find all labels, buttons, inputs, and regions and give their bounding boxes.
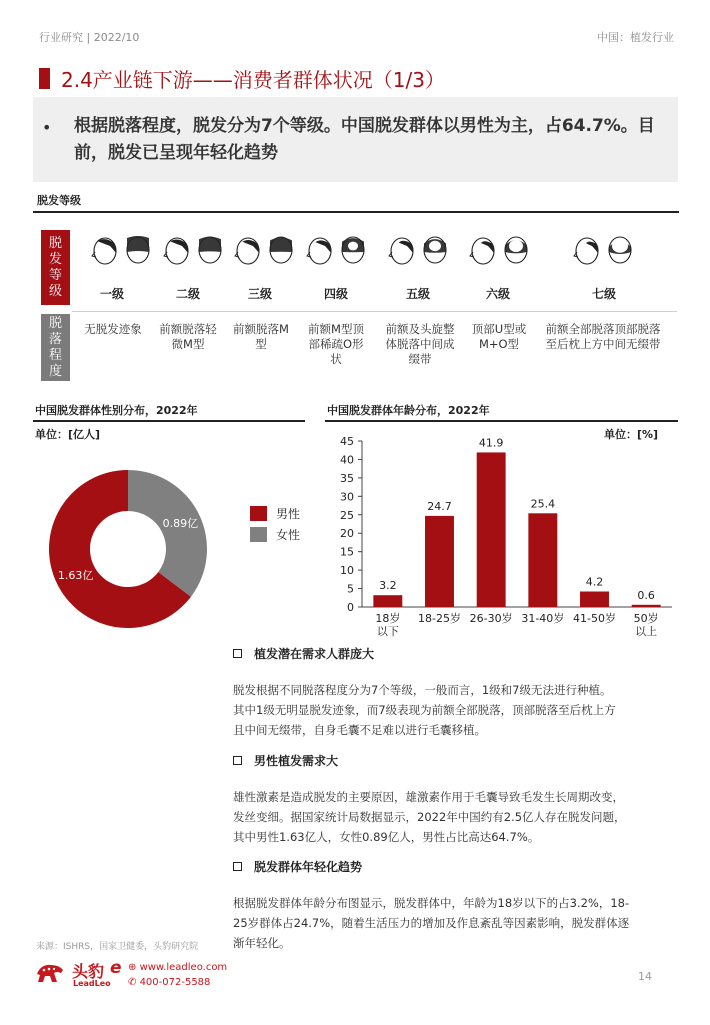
age-chart-unit: 单位：[%] bbox=[604, 428, 659, 441]
gender-chart-unit: 单位：[亿人] bbox=[35, 428, 101, 441]
x-category-label: 41-50岁 bbox=[573, 612, 616, 625]
head-illustration-grade-7-icon bbox=[570, 232, 640, 268]
section-1-paragraph bbox=[233, 680, 677, 740]
grade-7-pattern: 前额全部脱落顶部脱落至后枕上方中间无缀带 bbox=[545, 322, 661, 351]
x-category-label: 18-25岁 bbox=[418, 612, 461, 625]
age-chart-rule bbox=[325, 420, 678, 422]
phone-icon: ✆ bbox=[128, 977, 140, 988]
y-tick-label: 30 bbox=[340, 490, 354, 504]
grade-6-pattern: 顶部U型或M+O型 bbox=[471, 322, 527, 351]
section-3-heading bbox=[233, 858, 362, 875]
grade-side-label bbox=[41, 230, 70, 305]
grade-1-name: 一级 bbox=[99, 287, 124, 301]
pattern-side-label bbox=[41, 314, 70, 381]
section-2-line: 雄性激素是造成脱发的主要原因，雄激素作用于毛囊导致毛发生长周期改变， bbox=[233, 790, 624, 804]
head-illustration-grade-4-icon bbox=[303, 232, 373, 268]
grade-2-name: 二级 bbox=[175, 287, 200, 301]
website-link[interactable] bbox=[128, 962, 227, 973]
y-tick-label: 10 bbox=[340, 564, 354, 578]
x-category-label: 18岁 bbox=[375, 612, 401, 625]
x-category-label: 50岁 bbox=[633, 612, 659, 625]
globe-icon: ⊕ bbox=[128, 962, 140, 973]
bar-2 bbox=[477, 452, 506, 607]
legend-male-label: 男性 bbox=[276, 507, 301, 521]
logo-english-text: LeadLeo bbox=[73, 979, 111, 988]
section-1-line: 脱发根据不同脱落程度分为7个等级，一般而言，1级和7级无法进行种植。 bbox=[233, 683, 612, 697]
section-1-heading-text: 植发潜在需求人群庞大 bbox=[254, 647, 375, 661]
bar-4 bbox=[580, 592, 609, 607]
bar-1 bbox=[425, 516, 454, 607]
summary-bullet: • bbox=[42, 118, 52, 137]
logo-chinese-text: 头豹 bbox=[72, 962, 105, 981]
grade-table-separator bbox=[72, 311, 677, 312]
heads bbox=[574, 237, 631, 264]
gender-chart-rule bbox=[33, 420, 305, 422]
leopard-logo-icon bbox=[35, 960, 65, 985]
bar-data-label: 24.7 bbox=[427, 499, 452, 513]
heads bbox=[470, 237, 527, 264]
grade-2-pattern: 前额脱落轻微M型 bbox=[159, 322, 217, 351]
grade-5-name: 五级 bbox=[405, 287, 430, 301]
bar-data-label: 3.2 bbox=[379, 579, 397, 593]
checkbox-square-icon bbox=[233, 756, 242, 765]
bar-3 bbox=[528, 513, 557, 607]
website-text: www.leadleo.com bbox=[139, 962, 228, 973]
head-illustration-grade-1-icon bbox=[88, 232, 158, 268]
heads bbox=[235, 237, 292, 264]
gender-chart-title: 中国脱发群体性别分布，2022年 bbox=[35, 404, 198, 417]
section-3-line: 根据脱发群体年龄分布图显示，脱发群体中，年龄为18岁以下的占3.2%，18- bbox=[233, 896, 630, 910]
legend-male-swatch bbox=[250, 506, 267, 521]
y-tick-label: 35 bbox=[340, 471, 354, 485]
phone-text: 400-072-5588 bbox=[139, 977, 211, 988]
section-2-line: 发丝变细。据国家统计局数据显示，2022年中国约有2.5亿人存在脱发问题， bbox=[233, 810, 626, 824]
grade-7-name: 七级 bbox=[591, 287, 616, 301]
head-illustration-grade-3-icon bbox=[231, 232, 301, 268]
heads bbox=[164, 237, 221, 264]
grade-section-rule bbox=[33, 211, 679, 213]
legend-female-swatch bbox=[250, 527, 267, 542]
y-tick-label: 40 bbox=[340, 453, 354, 467]
checkbox-square-icon bbox=[233, 862, 242, 871]
section-2-heading-text: 男性植发需求大 bbox=[254, 754, 339, 768]
heads bbox=[389, 237, 446, 264]
head-illustration-grade-2-icon bbox=[160, 232, 230, 268]
bar-5 bbox=[632, 605, 661, 607]
pattern-side-text: 脱落程度 bbox=[48, 315, 62, 379]
grade-3-pattern: 前额脱落M型 bbox=[233, 322, 289, 351]
grade-6-name: 六级 bbox=[485, 287, 510, 301]
title-accent-bar bbox=[39, 68, 50, 89]
x-category-label: 以上 bbox=[635, 625, 658, 638]
summary-text: 根据脱落程度，脱发分为7个等级。中国脱发群体以男性为主，占64.7%。目前，脱发已呈现年轻化趋势 bbox=[74, 116, 655, 163]
grade-4-pattern: 前额M型顶部稀疏O形状 bbox=[308, 322, 364, 366]
section-3-heading-text: 脱发群体年轻化趋势 bbox=[254, 860, 363, 874]
gender-donut-chart bbox=[40, 440, 220, 640]
x-category-label: 26-30岁 bbox=[469, 612, 513, 625]
grade-1-pattern: 无脱发迹象 bbox=[84, 322, 142, 336]
source-note: 来源：ISHRS，国家卫健委，头豹研究院 bbox=[36, 942, 199, 952]
grade-3-name: 三级 bbox=[247, 287, 272, 301]
section-2-paragraph bbox=[233, 787, 677, 847]
donut-data-label: 1.63亿 bbox=[57, 569, 94, 583]
bar-data-label: 4.2 bbox=[585, 575, 604, 589]
grade-5-pattern: 前额及头旋整体脱落中间成缀带 bbox=[385, 322, 455, 366]
bar-data-label: 41.9 bbox=[478, 436, 504, 450]
heads bbox=[307, 237, 364, 264]
grade-side-text: 脱发等级 bbox=[48, 235, 62, 299]
y-tick-label: 45 bbox=[340, 435, 354, 448]
section-3-line: 25岁群体占24.7%，随着生活压力的增加及作息紊乱等因素影响，脱发群体逐 bbox=[233, 916, 630, 930]
checkbox-square-icon bbox=[233, 649, 242, 658]
section-1-line: 其中1级无明显脱发迹象，而7级表现为前额全部脱落，顶部脱落至后枕上方 bbox=[233, 703, 616, 717]
grade-section-heading: 脱发等级 bbox=[37, 194, 81, 207]
x-category-label: 以下 bbox=[376, 625, 399, 638]
head-illustration-grade-6-icon bbox=[466, 232, 536, 268]
heads bbox=[92, 236, 149, 264]
section-3-paragraph bbox=[233, 893, 677, 953]
y-tick-label: 25 bbox=[340, 508, 354, 522]
y-tick-label: 5 bbox=[347, 582, 354, 596]
bar-data-label: 0.6 bbox=[637, 588, 655, 602]
y-tick-label: 0 bbox=[347, 601, 354, 614]
section-1-heading bbox=[233, 645, 374, 662]
y-tick-label: 20 bbox=[340, 527, 354, 541]
header-right: 中国：植发行业 bbox=[597, 31, 674, 44]
header-left: 行业研究 | 2022/10 bbox=[39, 31, 140, 44]
section-2-heading bbox=[233, 752, 338, 769]
donut-data-label: 0.89亿 bbox=[162, 516, 199, 530]
age-bar-chart bbox=[325, 430, 680, 645]
page-number: 14 bbox=[638, 970, 652, 983]
age-chart-title: 中国脱发群体年龄分布，2022年 bbox=[327, 404, 490, 417]
head-illustration-grade-5-icon bbox=[385, 232, 455, 268]
legend-female-label: 女性 bbox=[276, 528, 301, 542]
section-2-line: 其中男性1.63亿人，女性0.89亿人，男性占比高达64.7%。 bbox=[233, 830, 540, 844]
page-title: 2.4产业链下游——消费者群体状况（1/3） bbox=[61, 68, 445, 92]
section-3-line: 渐年轻化。 bbox=[233, 936, 291, 950]
bar-data-label: 25.4 bbox=[530, 497, 556, 511]
y-tick-label: 15 bbox=[340, 545, 354, 559]
logo-e-mark: e bbox=[110, 958, 122, 978]
bar-0 bbox=[373, 595, 402, 607]
section-1-line: 且中间无缀带，自身毛囊不足难以进行毛囊移植。 bbox=[233, 723, 486, 737]
phone-number bbox=[128, 977, 210, 988]
grade-4-name: 四级 bbox=[323, 287, 348, 301]
x-category-label: 31-40岁 bbox=[521, 612, 565, 625]
